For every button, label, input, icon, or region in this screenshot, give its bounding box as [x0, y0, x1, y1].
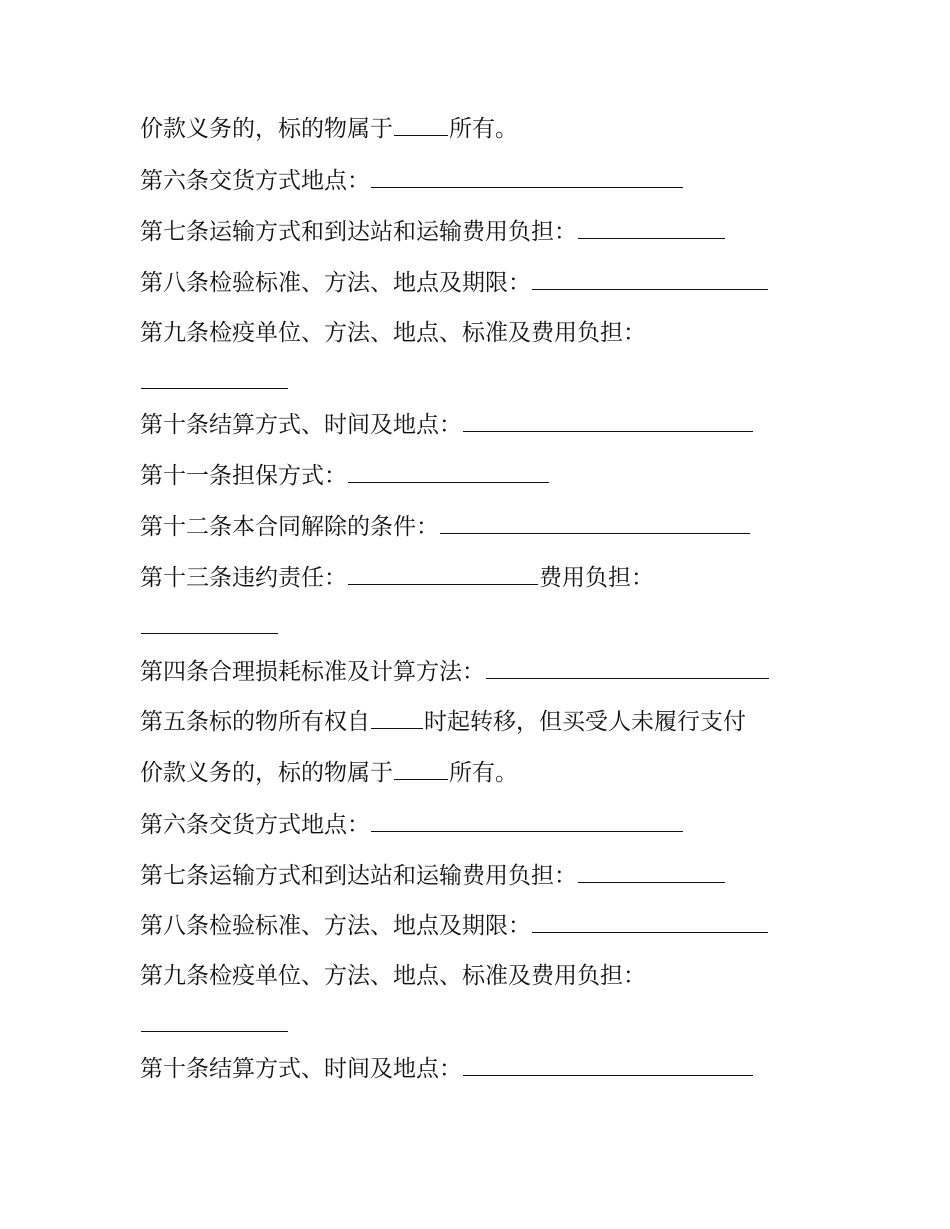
- clause-line: [140, 654, 770, 690]
- clause-line: [140, 1007, 289, 1043]
- clause-line: [140, 807, 684, 843]
- clause-line: [140, 908, 769, 944]
- clause-text: 第七条运输方式和到达站和运输费用负担：: [140, 863, 577, 889]
- clause-line: [140, 858, 726, 894]
- clause-text: 第六条交货方式地点：: [140, 168, 370, 194]
- fill-blank: [440, 511, 750, 534]
- clause-text: 第九条检疫单位、方法、地点、标准及费用负担：: [140, 963, 646, 989]
- fill-blank: [394, 757, 448, 780]
- clause-line: [140, 214, 726, 250]
- fill-blank: [463, 409, 753, 432]
- clause-text: 第十三条违约责任：: [140, 565, 347, 591]
- clause-line: [140, 265, 769, 301]
- clause-line: [140, 315, 646, 351]
- clause-line: [140, 560, 654, 596]
- clause-text: 第十二条本合同解除的条件：: [140, 514, 439, 540]
- clause-line: [140, 407, 754, 443]
- clause-text: 第八条检验标准、方法、地点及期限：: [140, 270, 531, 296]
- clause-text: 第十一条担保方式：: [140, 463, 347, 489]
- clause-text: 价款义务的，标的物属于: [140, 760, 393, 786]
- fill-blank: [532, 910, 768, 933]
- fill-blank: [578, 216, 725, 239]
- fill-blank: [141, 611, 278, 634]
- clause-text: 第十条结算方式、时间及地点：: [140, 1056, 462, 1082]
- clause-text-continued: 所有。: [449, 116, 518, 142]
- clause-text-continued: 时起转移，但买受人未履行支付: [424, 709, 746, 735]
- clause-line: [140, 111, 518, 147]
- clause-line: [140, 609, 279, 645]
- clause-line: [140, 458, 550, 494]
- clause-text: 第八条检验标准、方法、地点及期限：: [140, 913, 531, 939]
- clause-line: [140, 704, 746, 740]
- clause-text-continued: 费用负担：: [539, 565, 654, 591]
- fill-blank: [532, 267, 768, 290]
- clause-line: [140, 509, 751, 545]
- fill-blank: [578, 860, 725, 883]
- clause-text: 第五条标的物所有权自: [140, 709, 370, 735]
- fill-blank: [371, 706, 423, 729]
- fill-blank: [486, 656, 769, 679]
- fill-blank: [371, 165, 683, 188]
- fill-blank: [463, 1053, 753, 1076]
- fill-blank: [371, 809, 683, 832]
- fill-blank: [141, 366, 288, 389]
- fill-blank: [394, 113, 448, 136]
- clause-line: [140, 755, 518, 791]
- clause-line: [140, 958, 646, 994]
- clause-text: 第十条结算方式、时间及地点：: [140, 412, 462, 438]
- clause-text: 第四条合理损耗标准及计算方法：: [140, 659, 485, 685]
- clause-text: 第九条检疫单位、方法、地点、标准及费用负担：: [140, 320, 646, 346]
- clause-text: 第七条运输方式和到达站和运输费用负担：: [140, 219, 577, 245]
- fill-blank: [141, 1009, 288, 1032]
- fill-blank: [348, 460, 549, 483]
- clause-line: [140, 163, 684, 199]
- clause-line: [140, 364, 289, 400]
- clause-text: 价款义务的，标的物属于: [140, 116, 393, 142]
- clause-text-continued: 所有。: [449, 760, 518, 786]
- fill-blank: [348, 562, 538, 585]
- clause-line: [140, 1051, 754, 1087]
- clause-text: 第六条交货方式地点：: [140, 812, 370, 838]
